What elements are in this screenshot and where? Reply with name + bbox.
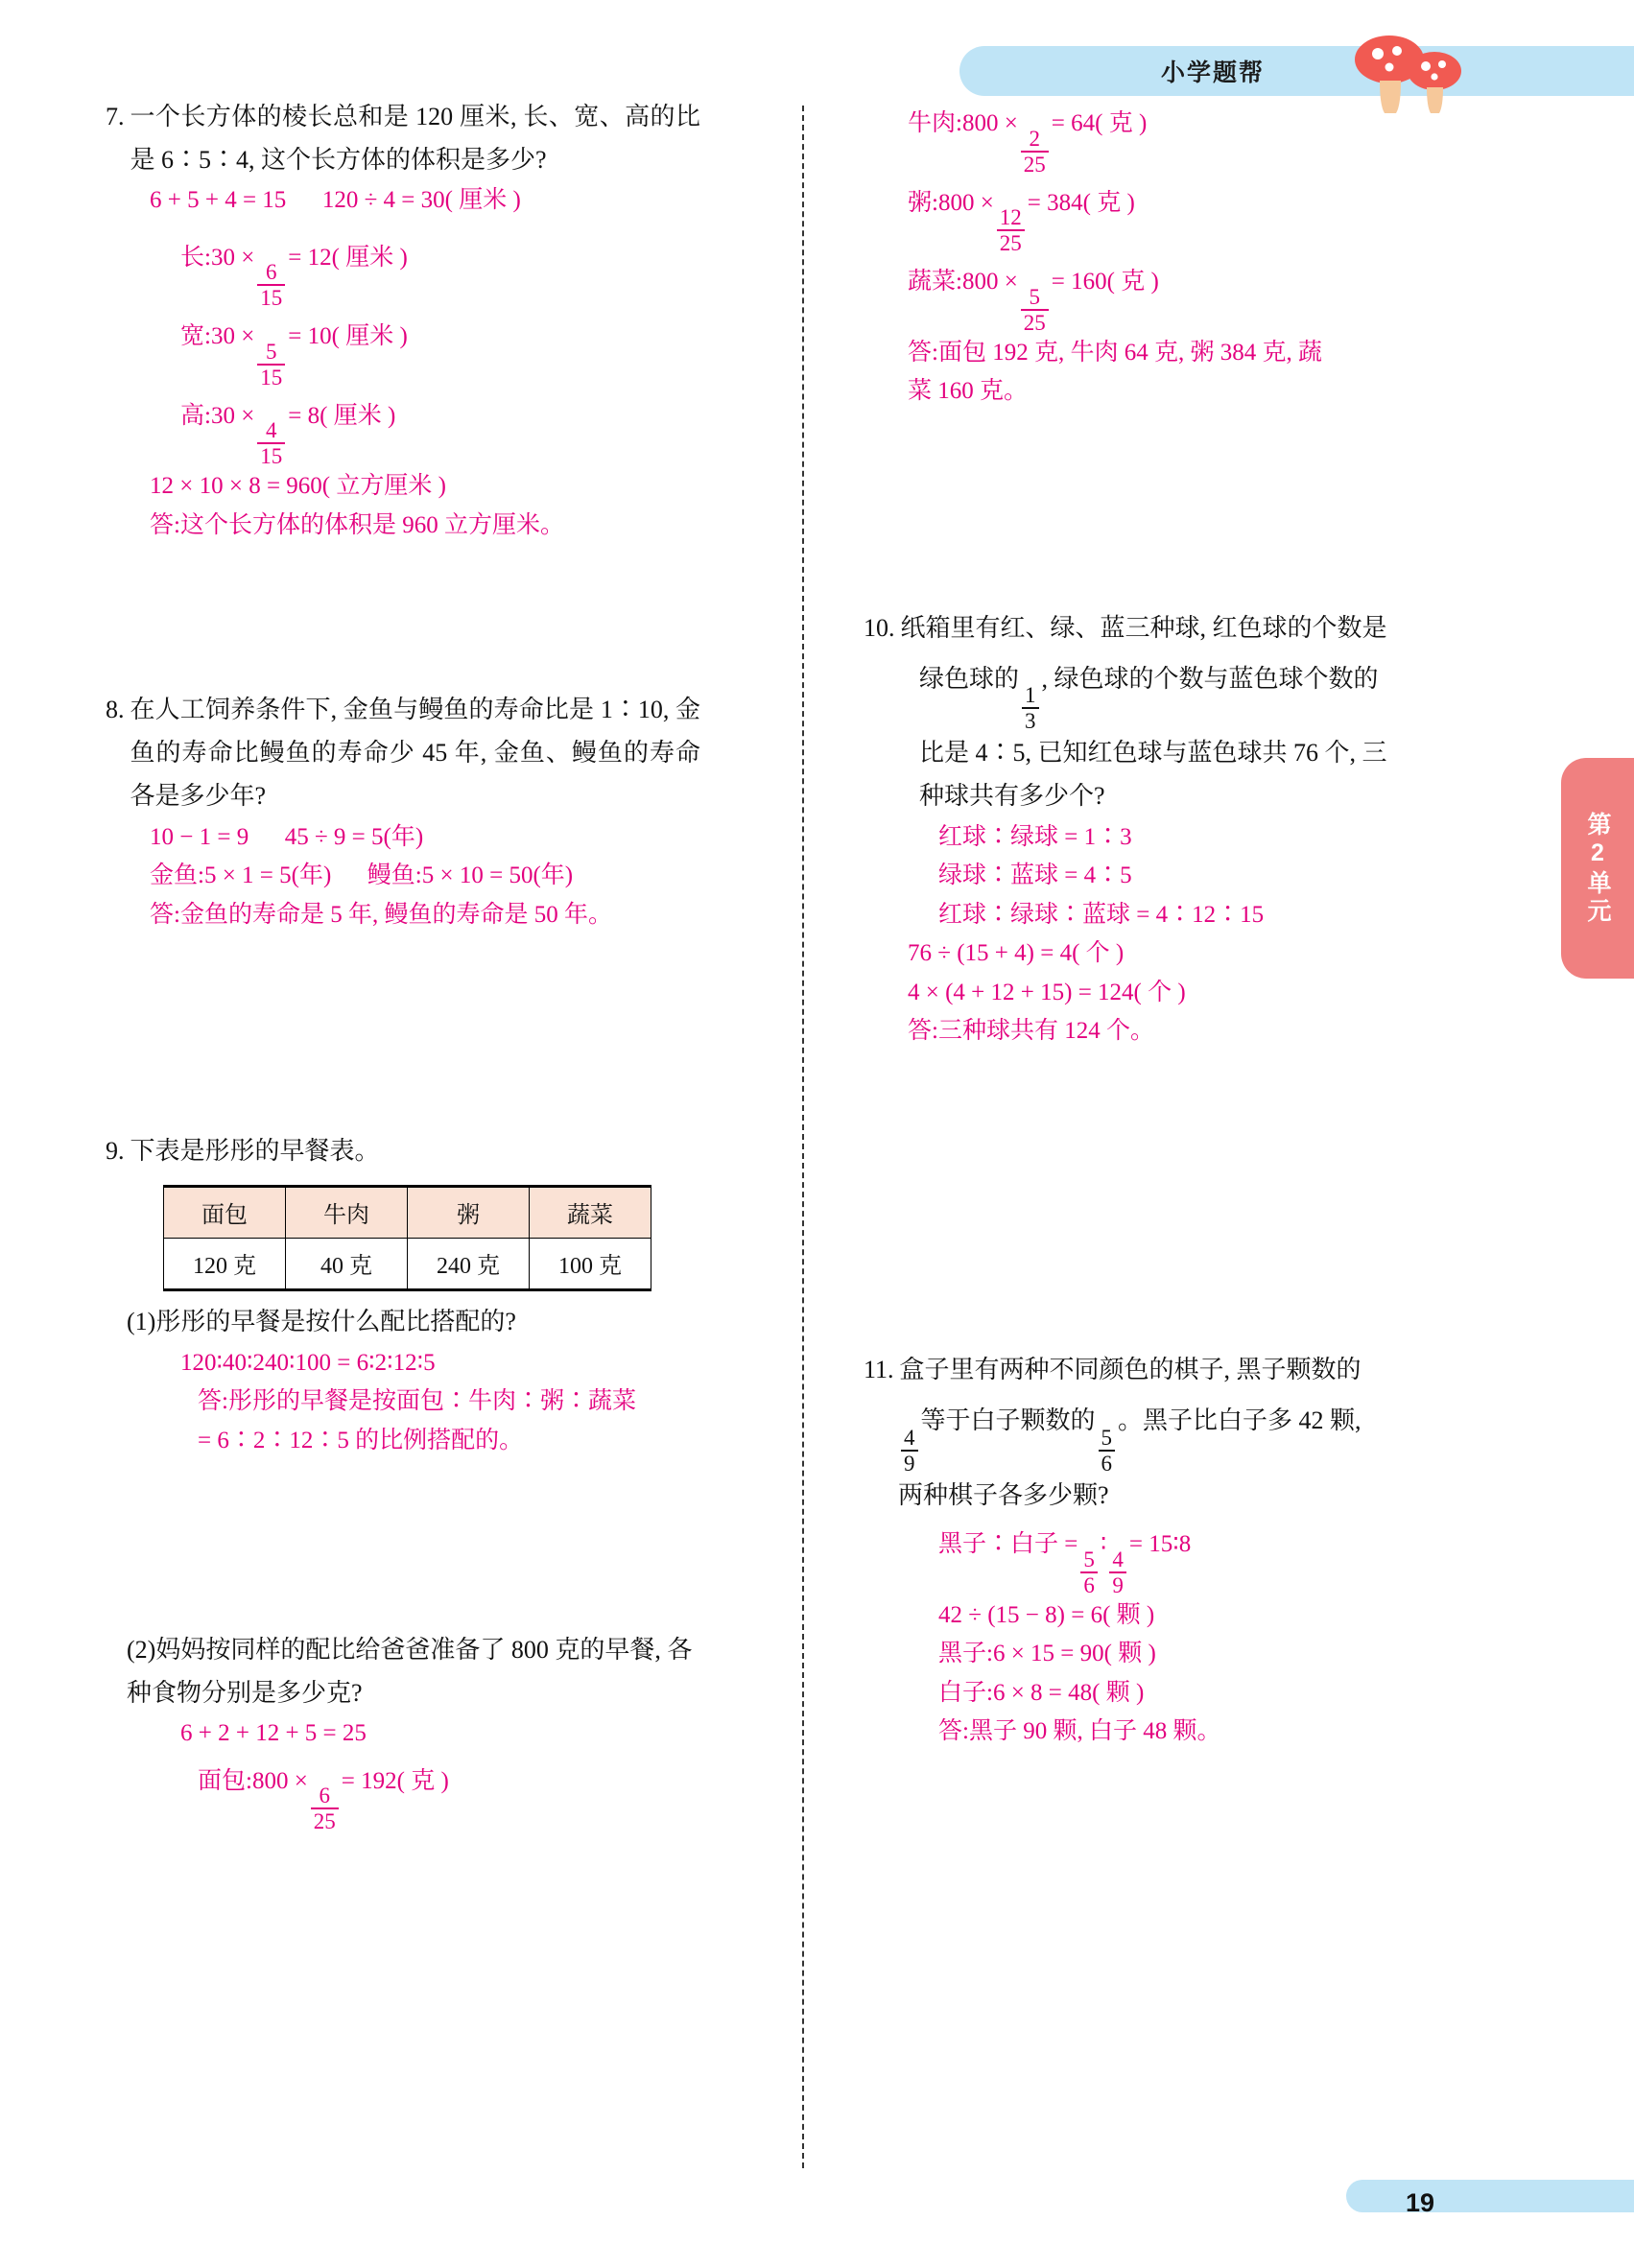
q9-beef-result: = 64( 克 )	[1051, 110, 1148, 136]
q11-text-b: 等于白子颗数的	[920, 1406, 1096, 1435]
q8-step1: 10 − 1 = 9	[150, 823, 249, 850]
problem-7-line-3	[180, 309, 700, 389]
problem-7-answer: 答:这个长方体的体积是 960 立方厘米。	[150, 511, 564, 538]
page-content	[0, 96, 1634, 2207]
table-header-cell: 粥	[408, 1186, 530, 1238]
left-column	[106, 96, 700, 1832]
q11-ratio-colon: ∶	[1100, 1531, 1107, 1558]
q9-bread-label: 面包:800 ×	[198, 1767, 308, 1794]
q9-vegetable-line	[908, 254, 1458, 334]
problem-11-answer: 答:黑子 90 颗, 白子 48 颗。	[938, 1718, 1221, 1745]
q9-vegetable-result: = 160( 克 )	[1051, 269, 1159, 295]
q9-answer-line-1: 答:面包 192 克, 牛肉 64 克, 粥 384 克, 蔬	[908, 339, 1322, 366]
table-cell: 240 克	[408, 1238, 530, 1289]
problem-8-answer: 答:金鱼的寿命是 5 年, 鳗鱼的寿命是 50 年。	[150, 901, 612, 928]
problem-9-sub2-line-1: 6 + 2 + 12 + 5 = 25	[180, 1720, 367, 1747]
problem-11-statement	[864, 1349, 1458, 1392]
q10-text-b1: 绿色球的	[919, 665, 1020, 694]
problem-10-text	[901, 607, 1459, 650]
fraction-4-15: $\frac{4}{15}$	[257, 419, 285, 467]
fraction-1-3: $\frac{1}{3}$	[1022, 684, 1039, 732]
q9-beef-label: 牛肉:800 ×	[908, 110, 1018, 136]
q9-porridge-result: = 384( 克 )	[1027, 189, 1135, 216]
fraction-4-9: $\frac{4}{9}$	[901, 1427, 918, 1475]
problem-7-number: 7.	[106, 103, 125, 130]
problem-7-statement	[106, 96, 700, 181]
problem-10-line-3: 红球∶绿球∶蓝球 = 4∶12∶15	[938, 901, 1265, 928]
problem-8-number: 8.	[106, 696, 125, 724]
table-cell: 120 克	[164, 1238, 286, 1289]
problem-10-line-2: 绿球∶蓝球 = 4∶5	[938, 862, 1132, 889]
problem-9-sub2-label: (2)妈妈按同样的配比给爸爸准备了 800 克的早餐, 各种食物分别是多少克?	[127, 1636, 693, 1707]
problem-10-statement	[864, 607, 1458, 650]
problem-9-sub1-label: (1)彤彤的早餐是按什么配比搭配的?	[127, 1307, 516, 1335]
fraction-5-6: $\frac{5}{6}$	[1099, 1427, 1116, 1475]
problem-10-number: 10.	[864, 613, 895, 642]
q7-step1: 6 + 5 + 4 = 15	[150, 187, 287, 214]
page-title: 小学题帮	[1161, 59, 1266, 86]
q9-porridge-label: 粥:800 ×	[908, 189, 994, 216]
problem-9-statement	[106, 1130, 700, 1173]
q7-height-result: = 8( 厘米 )	[288, 402, 396, 429]
problem-11-line-1	[938, 1517, 1458, 1596]
problem-10-text-line-2	[919, 650, 1458, 732]
problem-9-sub1-line-3: = 6∶2∶12∶5 的比例搭配的。	[198, 1427, 524, 1453]
q7-step1b: 120 ÷ 4 = 30( 厘米 )	[321, 187, 521, 214]
problem-8	[106, 689, 700, 934]
q9-porridge-line	[908, 176, 1458, 255]
problem-7-text: 一个长方体的棱长总和是 120 厘米, 长、宽、高的比是 6∶5∶4, 这个长方体的体积是多少?	[130, 103, 700, 174]
problem-7-line-2	[180, 230, 700, 310]
q7-length-result: = 12( 厘米 )	[288, 244, 408, 271]
q7-length-label: 长:30 ×	[180, 244, 255, 271]
fraction-6-25: $\frac{6}{25}$	[311, 1784, 339, 1832]
fraction-2-25: $\frac{2}{25}$	[1021, 128, 1049, 176]
problem-8-statement	[106, 689, 700, 817]
table-row	[164, 1238, 651, 1289]
problem-9-sub2-line-2	[198, 1754, 700, 1833]
q8-goldfish: 金鱼:5 × 1 = 5(年)	[150, 862, 332, 889]
q8-eel: 鳗鱼:5 × 10 = 50(年)	[367, 862, 574, 889]
problem-7-line-1	[150, 181, 700, 221]
q9-answer-line-2: 菜 160 克。	[908, 378, 1029, 404]
problem-8-line-1	[150, 818, 700, 858]
q9-vegetable-label: 蔬菜:800 ×	[908, 269, 1018, 295]
problem-8-line-2	[150, 857, 700, 896]
table-cell: 100 克	[530, 1238, 651, 1289]
q9-beef-line	[908, 96, 1458, 176]
problem-11-line-2: 42 ÷ (15 − 8) = 6( 颗 )	[938, 1601, 1155, 1628]
table-header-cell: 蔬菜	[530, 1186, 651, 1238]
table-header-cell: 牛肉	[286, 1186, 408, 1238]
q10-text-b2: , 绿色球的个数与蓝色球个数的	[1041, 665, 1379, 694]
q7-width-result: = 10( 厘米 )	[288, 323, 408, 350]
problem-9-number: 9.	[106, 1137, 125, 1166]
problem-9-sub1-line-2: 答:彤彤的早餐是按面包∶牛肉∶粥∶蔬菜	[198, 1388, 636, 1415]
unit-tab	[1561, 758, 1634, 979]
q7-height-label: 高:30 ×	[180, 402, 255, 429]
problem-10-answer: 答:三种球共有 124 个。	[908, 1018, 1154, 1045]
unit-tab-label: 第2单元	[1584, 811, 1611, 926]
table-header-row	[164, 1186, 651, 1238]
column-divider	[802, 106, 804, 2168]
fraction-5-6-b: $\frac{5}{6}$	[1080, 1548, 1098, 1596]
problem-11-text-line-2	[898, 1391, 1458, 1474]
q8-step1b: 45 ÷ 9 = 5(年)	[284, 823, 424, 850]
q11-ratio-result: = 15∶8	[1128, 1531, 1192, 1558]
q10-text-a: 纸箱里有红、绿、蓝三种球, 红色球的个数是	[900, 613, 1387, 642]
fraction-5-15: $\frac{5}{15}$	[257, 341, 285, 389]
problem-10-line-1: 红球∶绿球 = 1∶3	[938, 823, 1132, 850]
problem-8-text: 在人工饲养条件下, 金鱼与鳗鱼的寿命比是 1∶10, 金鱼的寿命比鳗鱼的寿命少 45 年, 金鱼、鳗鱼的寿命各是多少年?	[130, 696, 700, 810]
table-cell: 40 克	[286, 1238, 408, 1289]
problem-11-number: 11.	[864, 1355, 894, 1383]
problem-9-continued	[864, 96, 1458, 412]
problem-11-line-4: 白子:6 × 8 = 48( 颗 )	[938, 1679, 1145, 1706]
footer-bar	[1346, 2180, 1634, 2212]
q9-bread-result: = 192( 克 )	[341, 1767, 449, 1794]
problem-9	[106, 1130, 700, 1832]
page-header	[959, 46, 1634, 96]
right-column	[864, 96, 1458, 1752]
table-header-cell: 面包	[164, 1186, 286, 1238]
problem-9-sub1-line-1: 120∶40∶240∶100 = 6∶2∶12∶5	[180, 1349, 436, 1376]
problem-11-line-3: 黑子:6 × 15 = 90( 颗 )	[938, 1641, 1156, 1667]
q11-text-b2: 。黑子比白子多 42 颗,	[1118, 1406, 1362, 1435]
problem-7-line-5: 12 × 10 × 8 = 960( 立方厘米 )	[150, 473, 446, 500]
q7-width-label: 宽:30 ×	[180, 323, 255, 350]
problem-10-line-4: 76 ÷ (15 + 4) = 4( 个 )	[908, 940, 1125, 967]
page-number: 19	[1405, 2188, 1434, 2217]
problem-10	[864, 607, 1458, 1051]
problem-11-text-line-3: 两种棋子各多少颗?	[898, 1480, 1109, 1509]
problem-10-text-line-4: 种球共有多少个?	[919, 782, 1105, 811]
breakfast-table	[163, 1185, 651, 1291]
fraction-5-25: $\frac{5}{25}$	[1021, 286, 1049, 334]
problem-11	[864, 1349, 1458, 1752]
q11-ratio-label: 黑子∶白子 =	[938, 1531, 1078, 1558]
problem-7-line-4	[180, 389, 700, 468]
fraction-6-15: $\frac{6}{15}$	[257, 261, 285, 309]
fraction-12-25: $\frac{12}{25}$	[997, 206, 1025, 254]
fraction-4-9-b: $\frac{4}{9}$	[1109, 1548, 1126, 1596]
problem-9-text: 下表是彤彤的早餐表。	[130, 1137, 380, 1166]
problem-7	[106, 96, 700, 545]
problem-10-line-5: 4 × (4 + 12 + 15) = 124( 个 )	[908, 979, 1186, 1005]
problem-10-text-line-3: 比是 4∶5, 已知红色球与蓝色球共 76 个, 三	[919, 739, 1387, 768]
problem-11-text: 盒子里有两种不同颜色的棋子, 黑子颗数的	[899, 1355, 1362, 1383]
